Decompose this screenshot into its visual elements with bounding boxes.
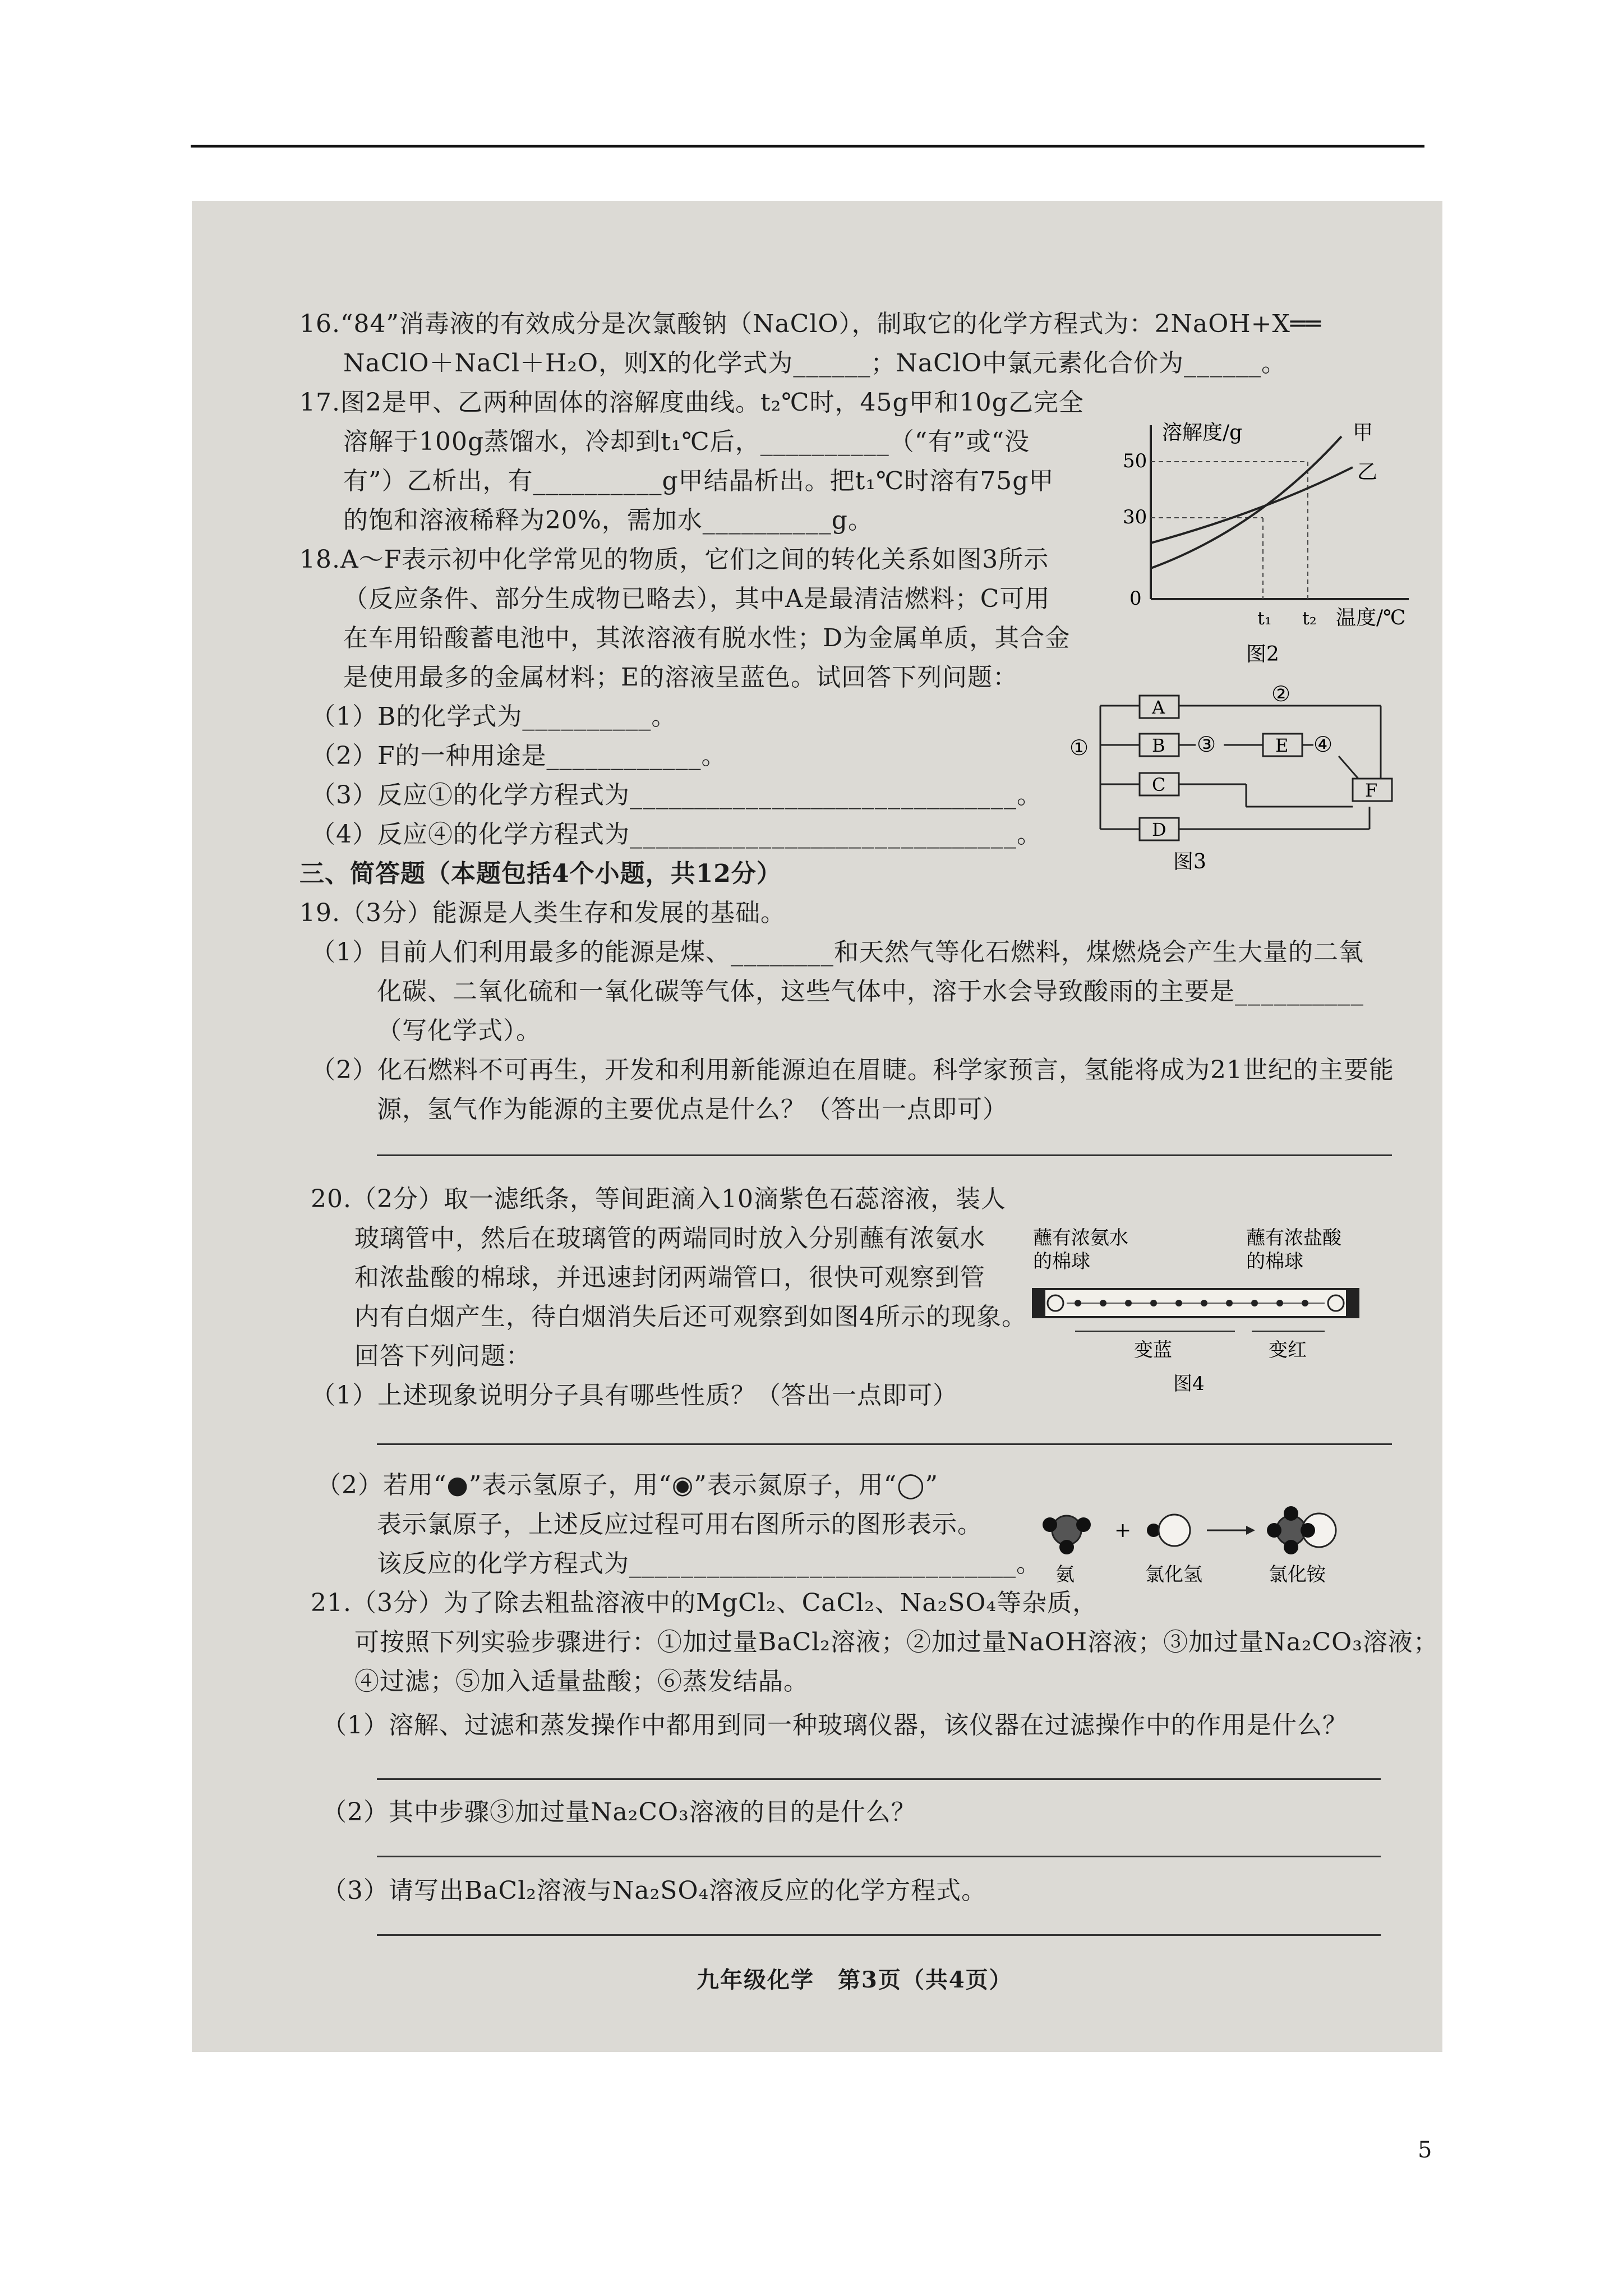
label-ammonium-chloride: 氯化铵 [1269, 1563, 1326, 1586]
q19-sub2-line-1: （2）化石燃料不可再生，开发和利用新能源迫在眉睫。科学家预言，氢能将成为21世纪的主要能 [311, 1056, 1394, 1084]
q18-line-2: （反应条件、部分生成物已略去），其中A是最清洁燃料；C可用 [343, 585, 1050, 613]
q18-sub-3: （3）反应①的化学方程式为______________________________。 [311, 781, 1042, 809]
q20-line-5: 回答下列问题： [354, 1342, 531, 1370]
fig4-red-label: 变红 [1269, 1339, 1307, 1361]
q20-line-2: 玻璃管中，然后在玻璃管的两端同时放入分别蘸有浓氨水 [354, 1224, 985, 1253]
q19-answer-line [377, 1154, 1392, 1156]
fig3-reaction-diagram [1067, 682, 1403, 896]
q18-sub-2: （2）F的一种用途是____________。 [311, 742, 727, 770]
q19-sub1-line-3: （写化学式）。 [377, 1016, 541, 1045]
fig4-right-cap [1346, 1288, 1358, 1318]
section-3-heading: 三、简答题（本题包括4个小题，共12分） [299, 859, 782, 888]
fig2-xlabel: 温度/℃ [1336, 606, 1406, 629]
q17-line-3: 有”）乙析出，有__________g甲结晶析出。把t₁℃时溶有75g甲 [343, 467, 1054, 495]
header-rule [191, 145, 1424, 148]
q21-sub1-answer-line [377, 1778, 1381, 1780]
q20-sub-1: （1）上述现象说明分子具有哪些性质？（答出一点即可） [311, 1381, 958, 1410]
fig4-right-label-1: 蘸有浓盐酸 [1246, 1227, 1341, 1249]
q20-line-1: 20.（2分）取一滤纸条，等间距滴入10滴紫色石蕊溶液，装人 [311, 1185, 1006, 1213]
fig3-label-c: C [1152, 774, 1166, 795]
label-hydrogen-chloride: 氯化氢 [1145, 1563, 1202, 1586]
fig3-arrow-3: ③ [1197, 732, 1216, 757]
fig3-label-b: B [1152, 735, 1165, 756]
q17-line-2: 溶解于100g蒸馏水，冷却到t₁℃后，__________（“有”或“没 [343, 427, 1030, 456]
q20-line-3: 和浓盐酸的棉球，并迅速封闭两端管口，很快可观察到管 [354, 1263, 985, 1292]
fig4-left-cap [1033, 1288, 1045, 1318]
fig3-label-f: F [1365, 780, 1378, 801]
q20-sub-2-line-2: 表示氯原子，上述反应过程可用右图所示的图形表示。 [377, 1510, 983, 1539]
fig2-ylabel: 溶解度/g [1162, 421, 1243, 444]
q19-sub1-line-1: （1）目前人们利用最多的能源是煤、________和天然气等化石燃料，煤燃烧会产生大量的二氧 [311, 938, 1364, 967]
fig2-ytick-30: 30 [1123, 506, 1147, 528]
fig2-origin: 0 [1129, 587, 1142, 610]
q19-line-1: 19.（3分）能源是人类生存和发展的基础。 [299, 899, 786, 927]
fig2-xtick-t2: t₂ [1302, 608, 1317, 629]
q16-line-2: NaClO＋NaCl＋H₂O，则X的化学式为______；NaClO中氯元素化合价为______。 [343, 349, 1287, 378]
fig3-label-e: E [1275, 735, 1289, 756]
q17-line-4: 的饱和溶液稀释为20%，需加水__________g。 [343, 506, 873, 535]
fig4-left-label-2: 的棉球 [1033, 1250, 1090, 1273]
fig2-solubility-chart [1117, 414, 1431, 683]
q18-sub-1: （1）B的化学式为__________。 [311, 702, 677, 731]
fig3-arrow-2: ② [1271, 682, 1291, 706]
q21-line-1: 21.（3分）为了除去粗盐溶液中的MgCl₂、CaCl₂、Na₂SO₄等杂质， [311, 1589, 1098, 1617]
fig2-curve-jia [1151, 436, 1341, 568]
fig2-series-yi: 乙 [1357, 461, 1378, 484]
q21-sub2-answer-line [377, 1856, 1381, 1857]
q18-line-1: 18.A～F表示初中化学常见的物质，它们之间的转化关系如图3所示 [299, 545, 1049, 574]
fig2-series-jia: 甲 [1353, 421, 1373, 444]
q21-sub3-answer-line [377, 1934, 1381, 1936]
q21-sub-2: （2）其中步骤③加过量Na₂CO₃溶液的目的是什么？ [322, 1798, 916, 1826]
fig3-caption: 图3 [1173, 850, 1206, 873]
fig2-caption: 图2 [1246, 643, 1279, 666]
q20-sub-2-line-1: （2）若用“●”表示氢原子，用“◉”表示氮原子，用“◯” [316, 1471, 938, 1499]
q21-line-2: 可按照下列实验步骤进行：①加过量BaCl₂溶液；②加过量NaOH溶液；③加过量Na₂CO₃溶液； [354, 1628, 1438, 1657]
q18-line-4: 是使用最多的金属材料；E的溶液呈蓝色。试回答下列问题： [343, 663, 1018, 692]
q17-line-1: 17.图2是甲、乙两种固体的溶解度曲线。t₂℃时，45g甲和10g乙完全 [299, 388, 1084, 417]
q20-sub1-answer-line [377, 1443, 1392, 1445]
q20-sub-2-line-3: 该反应的化学方程式为______________________________。 [377, 1549, 1041, 1578]
q19-sub2-line-2: 源，氢气作为能源的主要优点是什么？（答出一点即可） [377, 1095, 1008, 1124]
q19-sub1-line-2: 化碳、二氧化硫和一氧化碳等气体，这些气体中，溶于水会导致酸雨的主要是__________ [377, 977, 1364, 1006]
q20-line-4: 内有白烟产生，待白烟消失后还可观察到如图4所示的现象。 [354, 1303, 1027, 1331]
q21-sub-3: （3）请写出BaCl₂溶液与Na₂SO₄溶液反应的化学方程式。 [322, 1876, 987, 1905]
fig4-right-label-2: 的棉球 [1246, 1250, 1303, 1273]
molecule-reaction-figure [1022, 1485, 1358, 1598]
fig4-blue-label: 变蓝 [1134, 1339, 1172, 1361]
fig3-arrow-1: ① [1069, 735, 1089, 760]
fig4-caption: 图4 [1173, 1373, 1205, 1395]
q21-line-3: ④过滤；⑤加入适量盐酸；⑥蒸发结晶。 [354, 1667, 809, 1696]
fig2-ytick-50: 50 [1123, 450, 1147, 472]
fig2-xtick-t1: t₁ [1257, 608, 1272, 629]
fig3-label-a: A [1152, 697, 1165, 718]
q18-line-3: 在车用铅酸蓄电池中，其浓溶液有脱水性；D为金属单质，其合金 [343, 624, 1071, 652]
fig3-arrow-4: ④ [1313, 732, 1333, 757]
label-ammonia: 氨 [1055, 1563, 1075, 1586]
q21-sub-1: （1）溶解、过滤和蒸发操作中都用到同一种玻璃仪器，该仪器在过滤操作中的作用是什么？ [322, 1711, 1348, 1740]
q18-sub-4: （4）反应④的化学方程式为______________________________。 [311, 820, 1042, 849]
footer-page-info: 九年级化学 第3页（共4页） [697, 1967, 1013, 1993]
fig3-label-d: D [1152, 819, 1166, 840]
fig2-curve-yi [1151, 467, 1353, 543]
fig4-glass-tube [1022, 1222, 1381, 1412]
q16-line-1: 16.“84”消毒液的有效成分是次氯酸钠（NaClO），制取它的化学方程式为：2NaOH+X══ [299, 310, 1321, 338]
page-number: 5 [1418, 2137, 1432, 2163]
scanned-exam-page [192, 201, 1442, 2052]
molecule-plus-sign: + [1114, 1519, 1132, 1542]
hcl-cl-atom [1159, 1515, 1190, 1546]
fig4-left-label-1: 蘸有浓氨水 [1033, 1227, 1128, 1249]
